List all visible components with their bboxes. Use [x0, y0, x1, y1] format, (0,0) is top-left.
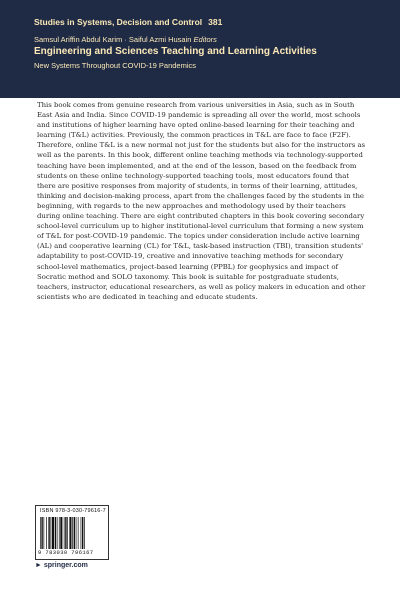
- book-description: This book comes from genuine research from various universities in Asia, such as in South East Asia and India. Since COVID-19 pandemic is spreading all over the world, most schools and institutions of higher learning have opted online-based learning for their teaching and learning (T&L) activities. Previously, the common practices in T&L are face to face (F2F). Therefore, online T&L is a new normal not just for the students but also for the instructors as well as the parents. In this book, different online teaching methods via technology-supported teaching have been implemented, and at the end of the lesson, based on the feedback from students on these online technology-supported teaching tools, most educators found that there are positive responses from majority of students, in terms of their learning, attitudes, thinking and decision-making process, apart from the challenges faced by the students in the beginning, with regards to the new approaches and methodology used by their teachers during online teaching. There are eight contributed chapters in this book covering secondary school-level curriculum up to higher institutional-level curriculum that forming a new system of T&L for post-COVID-19 pandemic. The topics under consideration include active learning (AL) and cooperative learning (CL) for T&L, task-based instruction (TBI), transition students' adaptability to post-COVID-19, creative and innovative teaching methods for secondary school-level mathematics, project-based learning (PPBL) for geophysics and impact of Socratic method and SOLO taxonomy. This book is suitable for postgraduate students, teachers, instructor, educational researchers, as well as policy makers in education and other scientists who are dedicated in teaching and educate students.: [37, 101, 366, 301]
- editor-names: Samsul Ariffin Abdul Karim · Saiful Azmi Husain: [34, 35, 192, 44]
- arrow-icon: ►: [35, 562, 42, 569]
- editors-line: [34, 35, 217, 44]
- header-band: [0, 0, 400, 98]
- series-volume: 381: [208, 17, 223, 27]
- book-title: Engineering and Sciences Teaching and Learning Activities: [34, 46, 317, 57]
- publisher-url: springer.com: [43, 562, 88, 569]
- barcode-digits: 9 783030 796167: [38, 549, 94, 556]
- publisher-link[interactable]: [35, 562, 88, 569]
- isbn-label: ISBN 978-3-030-79616-7: [40, 508, 106, 514]
- series-line: [34, 17, 222, 27]
- series-name: Studies in Systems, Decision and Control: [34, 17, 203, 27]
- book-subtitle: New Systems Throughout COVID-19 Pandemics: [34, 61, 197, 70]
- isbn-barcode: [35, 505, 109, 560]
- barcode-bars: [40, 517, 102, 549]
- editor-role: Editors: [193, 35, 217, 44]
